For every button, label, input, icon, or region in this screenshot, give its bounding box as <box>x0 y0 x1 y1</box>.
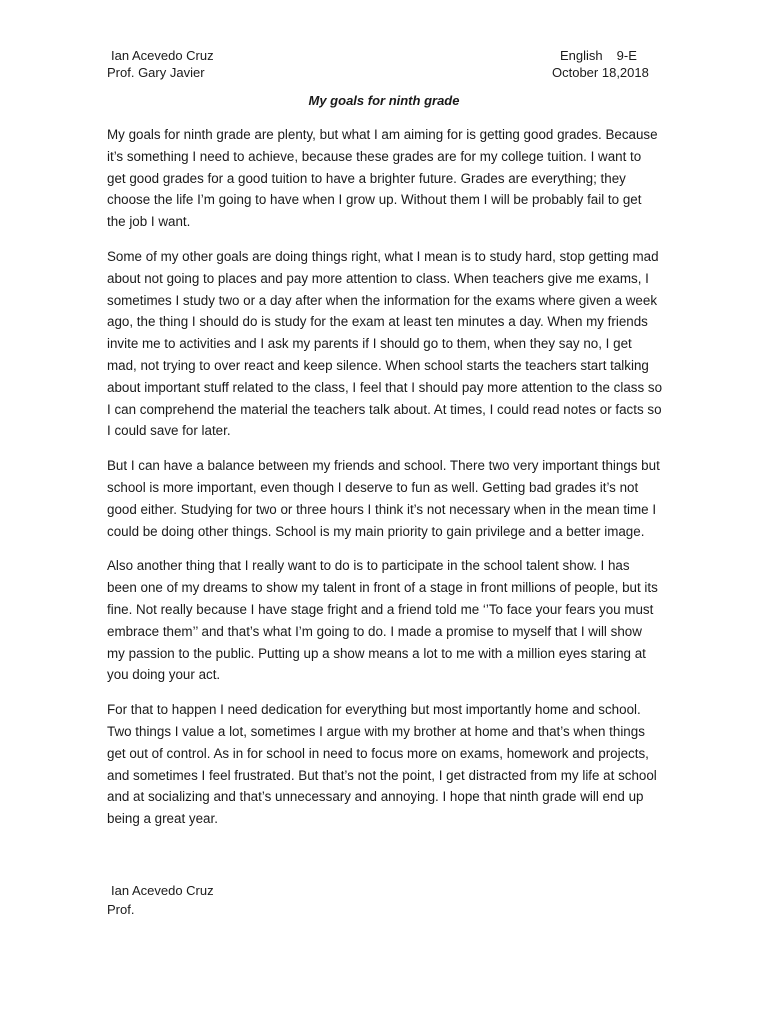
paragraph: Some of my other goals are doing things right, what I mean is to study hard, stop getting mad about not going to places and pay more attention to class. When teachers give me exams, I sometimes I study two or a day after when the information for the exams where given a week ago, the thing I should do is study for the exam at least ten minutes a day. When my friends invite me to activities and I ask my parents if I should go to them, when they say no, I get mad, not trying to over react and keep silence. When school starts the teachers start talking about important stuff related to the class, I feel that I should pay more attention to the class so I can comprehend the material the teachers talk about. At times, I could read notes or facts so I could save for later. <box>107 248 663 439</box>
header-left <box>107 47 214 81</box>
signature-name: Ian Acevedo Cruz <box>111 883 214 898</box>
subject: English <box>560 48 603 63</box>
paragraph: For that to happen I need dedication for everything but most importantly home and school. Two things I value a lot, sometimes I argue with my brother at home and that’s when things get out of control. As in for school in need to focus more on exams, homework and projects, and sometimes I feel frustrated. But that’s not the point, I get distracted from my life at school and at socializing and that’s unnecessary and annoying. I hope that ninth grade will end up being a great year. <box>107 702 657 827</box>
date: October 18,2018 <box>552 65 649 80</box>
student-name: Ian Acevedo Cruz <box>111 48 214 63</box>
course-line <box>552 47 649 64</box>
header-right <box>552 47 649 81</box>
paragraph: Also another thing that I really want to do is to participate in the school talent show. I has been one of my dreams to show my talent in front of a stage in front millions of people, but its fine. Not really because I have stage fright and a friend told me ‘’To face your fears you must embrace them’’ and that’s what I’m going to do. I made a promise to myself that I will show my passion to the public. Putting up a show means a lot to me with a million eyes staring at you doing your act. <box>107 558 658 683</box>
paragraph: My goals for ninth grade are plenty, but what I am aiming for is getting good grades. Because it’s something I need to achieve, because these grades are for my college tuition. I want to get good grades for a good tuition to have a brighter future. Grades are everything; they choose the life I’m going to have when I grow up. Without them I will be probably fail to get the job I want. <box>107 127 658 230</box>
grade-section: 9-E <box>616 48 637 63</box>
professor-name: Prof. Gary Javier <box>107 65 205 80</box>
essay-title: My goals for ninth grade <box>308 93 460 108</box>
signature-professor: Prof. <box>107 902 135 917</box>
signature-block <box>107 881 214 919</box>
paragraph: But I can have a balance between my friends and school. There two very important things but school is more important, even though I deserve to fun as well. Getting bad grades it’s not good either. Studying for two or three hours I think it’s not necessary when in the mean time I could be doing other things. School is my main priority to gain privilege and a better image. <box>107 458 660 539</box>
essay-body <box>107 124 663 843</box>
